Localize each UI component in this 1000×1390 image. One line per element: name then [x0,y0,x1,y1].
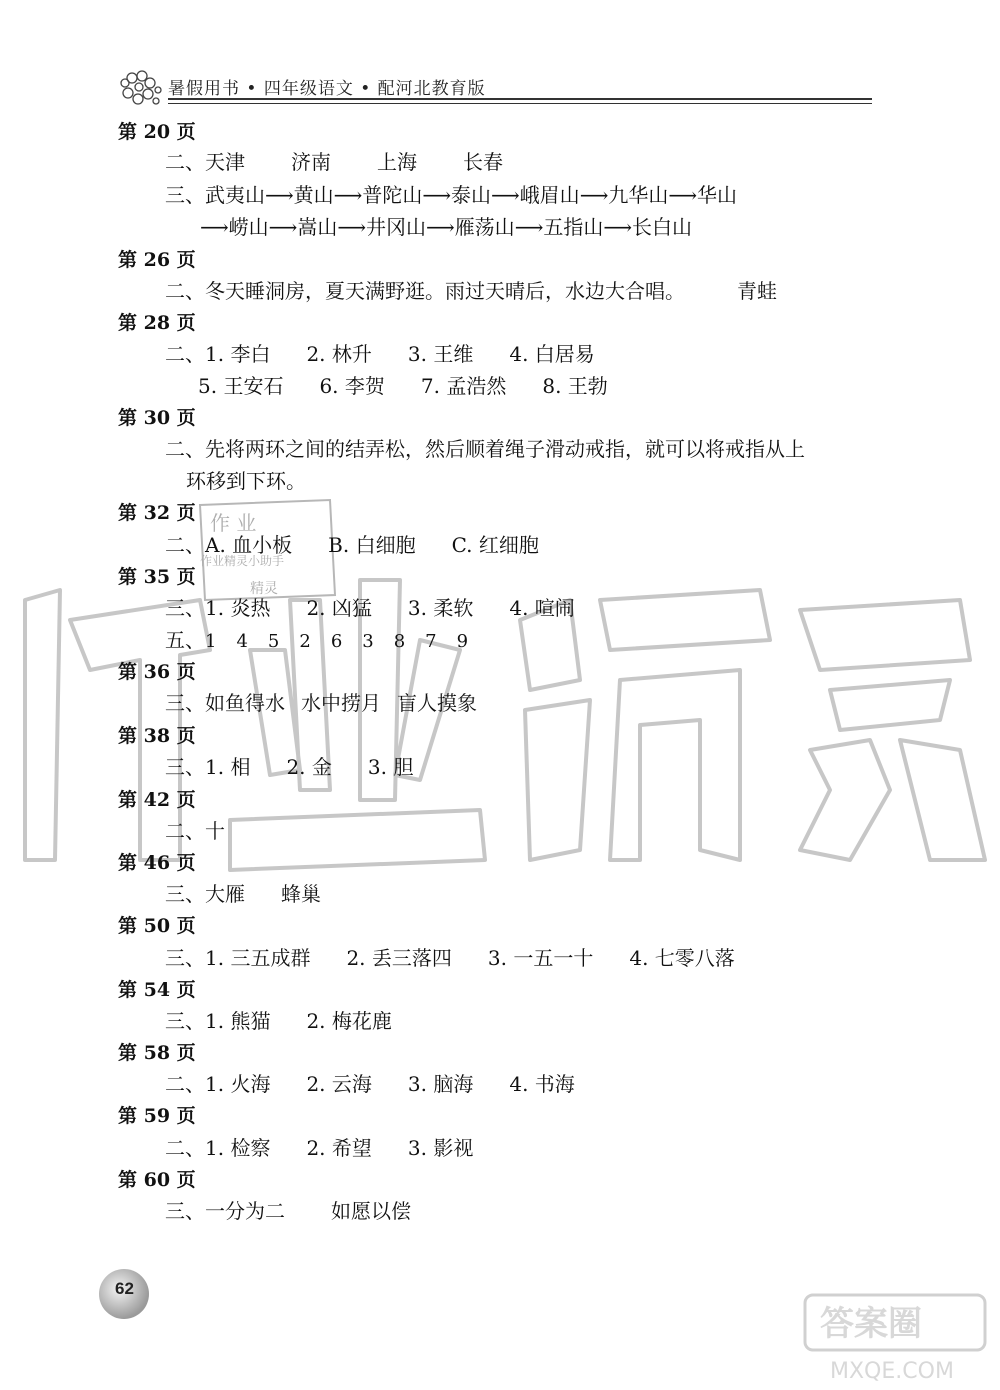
arrow-icon: ⟶ [579,183,609,207]
answer-prefix: 二、 [165,279,205,303]
answer-item: 1. 炎热 [205,596,271,620]
answer-item: 1. 火海 [205,1072,271,1096]
answer-prefix: 三、 [165,755,205,779]
answer-line [165,279,777,303]
order-number: 5 [267,631,280,652]
answer-prefix: 三、 [165,596,205,620]
answer-item: 3. 影视 [407,1136,474,1160]
answer-line [165,819,225,843]
answer-item: 2. 凶猛 [306,596,372,620]
arrow-icon: ⟶ [333,183,363,207]
answer-line [165,342,595,366]
answer-item: 济南 [291,150,331,174]
answer-item: 2. 希望 [306,1136,372,1160]
order-number: 1 [205,631,217,652]
answer-prefix: 三、 [165,691,205,715]
answer-item: 蜂巢 [281,882,321,906]
answer-item: 2. 云海 [306,1072,372,1096]
arrow-icon: ⟶ [426,215,455,239]
answer-item: 3. 脑海 [407,1072,474,1096]
order-number: 3 [362,631,374,652]
answer-item: 3. 柔软 [407,596,474,620]
answer-item: A. 血小板 [205,533,293,557]
answer-item: 上海 [377,150,417,174]
section-page-title: 第 54 页 [118,979,196,1001]
answer-prefix: 二、 [165,819,205,843]
section-page-title: 第 50 页 [118,915,196,937]
answer-line [165,1072,575,1096]
arrow-icon: ⟶ [268,215,298,239]
answer-item: 水中捞月 [301,691,381,715]
arrow-icon: ⟶ [422,183,452,207]
answer-item: 大雁 [205,882,245,906]
riddle-answer: 青蛙 [737,279,777,303]
order-number: 4 [236,631,248,652]
answer-item: 1. 相 [205,755,251,779]
section-page-title: 第 35 页 [118,566,196,588]
mountain-name: 长白山 [632,215,693,239]
section-page-title: 第 58 页 [118,1042,196,1064]
answer-line [165,150,503,174]
answer-item: 2. 丢三落四 [346,946,452,970]
answer-item: 4. 七零八落 [629,946,735,970]
answer-prefix: 三、 [165,882,205,906]
answer-prefix: 五、 [165,628,205,652]
section-page-title: 第 20 页 [118,121,196,143]
answer-item: 3. 一五一十 [487,946,594,970]
answer-item: 4. 白居易 [509,342,595,366]
answer-line [198,374,608,398]
mountain-name: 五指山 [543,215,604,239]
order-number: 6 [330,631,343,652]
answer-line [165,1136,473,1160]
answer-line [165,1199,411,1223]
answer-text: 先将两环之间的结弄松，然后顺着绳子滑动戒指，就可以将戒指从上 [205,437,805,461]
answer-item: 3. 胆 [367,755,414,779]
answer-item: 2. 梅花鹿 [306,1009,392,1033]
answer-line [165,1009,392,1033]
answer-prefix: 二、 [165,1136,205,1160]
order-number: 8 [393,631,406,652]
arrow-icon: ⟶ [200,215,229,239]
section-page-title: 第 28 页 [118,312,196,334]
svg-text:精灵: 精灵 [250,581,278,597]
mountain-name: 雁荡山 [454,215,515,239]
arrow-icon: ⟶ [603,215,633,239]
answer-prefix: 三、 [165,183,205,207]
answer-item: 1. 李白 [205,342,271,366]
answer-item: 2. 金 [286,755,332,779]
arrow-icon: ⟶ [491,183,520,207]
section-page-title: 第 38 页 [118,725,196,747]
answer-item: 7. 孟浩然 [420,374,507,398]
answer-line [165,628,468,654]
mountain-name: 华山 [697,183,738,207]
svg-text:MXQE.COM: MXQE.COM [830,1359,954,1384]
corner-watermark-logo [800,1290,990,1385]
mountain-name: 九华山 [608,183,669,207]
arrow-icon: ⟶ [514,215,544,239]
answer-item: 8. 王勃 [542,374,608,398]
section-page-title: 第 32 页 [118,502,196,524]
svg-text:作业精灵小助手: 作业精灵小助手 [200,554,285,568]
answer-prefix: 二、 [165,437,205,461]
arrow-icon: ⟶ [337,215,367,239]
mountain-name: 武夷山 [205,183,265,207]
answer-text: 冬天睡洞房，夏天满野逛。雨过天晴后，水边大合唱。 [205,279,685,303]
answer-item: 1. 熊猫 [205,1009,271,1033]
answer-item: 2. 林升 [306,342,372,366]
answer-item: 4. 喧闹 [509,596,575,620]
arrow-icon: ⟶ [668,183,698,207]
section-page-title: 第 60 页 [118,1169,196,1191]
answer-line [165,596,575,620]
section-page-title: 第 26 页 [118,249,196,271]
answer-text: 环移到下环。 [186,469,306,493]
answer-item: B. 白细胞 [328,533,416,557]
answer-text: 十 [205,819,225,843]
section-page-title: 第 46 页 [118,852,196,874]
answer-line [165,691,477,715]
answer-item: 盲人摸象 [397,691,477,715]
arrow-icon: ⟶ [265,183,294,207]
svg-text:作 业: 作 业 [210,511,257,535]
answer-item: 如鱼得水 [205,691,285,715]
mountain-name: 峨眉山 [519,183,580,207]
answer-item: 长春 [463,150,503,174]
answer-item: 3. 王维 [407,342,474,366]
mountain-name: 黄山 [293,183,334,207]
answer-prefix: 二、 [165,342,205,366]
answer-prefix: 三、 [165,1009,205,1033]
section-page-title: 第 30 页 [118,407,196,429]
answer-prefix: 二、 [165,1072,205,1096]
answer-item: 1. 检察 [205,1136,271,1160]
answer-item: C. 红细胞 [451,533,539,557]
answer-line [165,755,413,779]
section-page-title: 第 36 页 [118,661,196,683]
answer-prefix: 三、 [165,946,205,970]
answer-line [165,946,735,970]
page-number: 62 [115,1279,134,1298]
answer-item: 如愿以偿 [331,1199,411,1223]
order-number: 9 [456,631,469,652]
answer-prefix: 二、 [165,533,205,557]
answer-line [165,437,805,461]
answer-line [165,882,321,906]
answer-line [186,469,306,493]
mountain-name: 井冈山 [366,215,427,239]
answer-line [165,183,737,207]
header-title: 暑假用书 • 四年级语文 • 配河北教育版 [168,79,486,99]
mountain-name: 普陀山 [362,183,423,207]
order-number: 7 [425,631,437,652]
answer-prefix: 三、 [165,1199,205,1223]
mountain-name: 崂山 [228,215,269,239]
section-page-title: 第 42 页 [118,789,196,811]
answer-line [200,215,692,239]
answer-item: 4. 书海 [509,1072,575,1096]
answer-item: 5. 王安石 [198,374,284,398]
answer-item: 6. 李贺 [319,374,385,398]
section-page-title: 第 59 页 [118,1105,196,1127]
answer-item: 天津 [205,150,245,174]
order-number: 2 [299,631,311,652]
mountain-name: 泰山 [451,183,492,207]
answer-item: 1. 三五成群 [205,946,311,970]
answer-item: 一分为二 [205,1199,285,1223]
answer-line [165,533,539,557]
answer-prefix: 二、 [165,150,205,174]
svg-text:答案圈: 答案圈 [820,1304,922,1344]
mountain-name: 嵩山 [297,215,338,239]
